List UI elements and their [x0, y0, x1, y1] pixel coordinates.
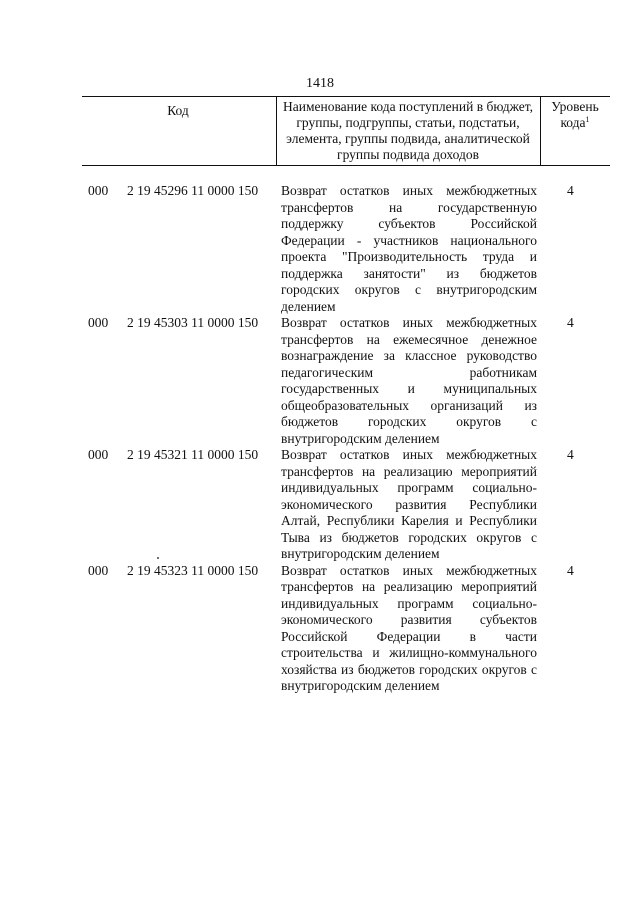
table-row [0, 183, 640, 315]
revenue-name: Возврат остатков иных межбюджетных трансфертов на реализацию мероприятий индивидуальных программ социально-экономического развития субъектов Российской Федерации в части строительства и жилищно-коммунального хозяйства из бюджетов городских округов с внутригородским делением [281, 562, 537, 693]
admin-code: 000 [88, 562, 109, 578]
admin-code: 000 [88, 315, 109, 330]
revenue-name: Возврат остатков иных межбюджетных трансфертов на ежемесячное денежное вознаграждение за классное руководство педагогическим работникам государственных и муниципальных общеобразовательных организаций из бюджетов городских округов с внутригородским делением [281, 315, 537, 446]
table-body [0, 183, 640, 695]
table-row [0, 315, 640, 447]
revenue-code: 2 19 45323 11 0000 150 [127, 562, 259, 578]
revenue-code: 2 19 45296 11 0000 150 [127, 183, 259, 198]
code-level: 4 [567, 315, 574, 330]
revenue-code: 2 19 45321 11 0000 150 [127, 447, 259, 462]
admin-code: 000 [88, 183, 109, 198]
code-level: 4 [567, 447, 574, 462]
code-level: 4 [567, 183, 574, 198]
revenue-code: 2 19 45303 11 0000 150 [127, 315, 259, 330]
admin-code: 000 [88, 447, 109, 462]
table-header [82, 96, 610, 166]
revenue-name: Возврат остатков иных межбюджетных трансфертов на реализацию мероприятий индивидуальных программ социально-экономического развития Республики Алтай, Республики Карелия и Республики Тыва из бюджетов городских округов с внутригородским делением [281, 447, 537, 561]
table-row [0, 563, 640, 695]
header-level [540, 99, 610, 131]
scan-speck [157, 557, 159, 559]
code-level: 4 [567, 562, 574, 578]
header-level-text: Уровень кода [551, 99, 599, 130]
page-number: 1418 [306, 76, 334, 91]
table-row [0, 447, 640, 563]
header-name: Наименование кода поступлений в бюджет, группы, подгруппы, статьи, подстатьи, элемента, группы подвида, аналитической группы подвида доходов [282, 99, 533, 162]
header-code: Код [167, 103, 189, 118]
header-divider [276, 97, 277, 165]
revenue-name: Возврат остатков иных межбюджетных трансфертов на государственную поддержку субъектов Российской Федерации - участников национального проекта "Производительность труда и поддержка занятости" из бюджетов городских округов с внутригородским делением [281, 183, 537, 314]
header-level-footnote: 1 [585, 115, 590, 124]
